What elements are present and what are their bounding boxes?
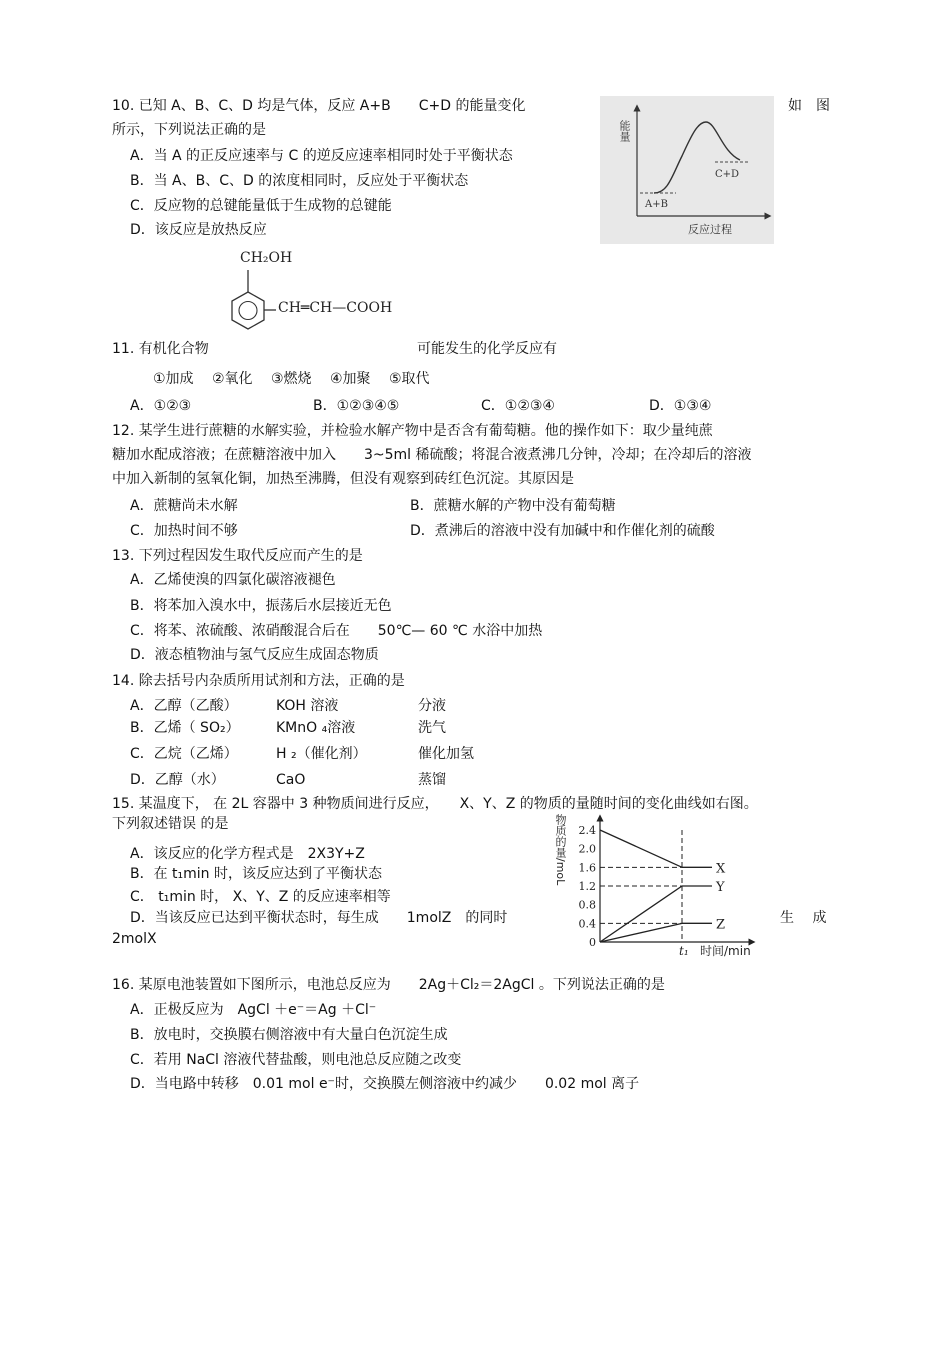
q15-option-a: A．该反应的化学方程式是 2X3Y+Z bbox=[130, 846, 365, 862]
q15-option-c: C． t₁min 时， X、Y、Z 的反应速率相等 bbox=[130, 889, 391, 905]
q13-option-c: C．将苯、浓硫酸、浓硝酸混合后在 50℃— 60 ℃ 水浴中加热 bbox=[130, 623, 543, 639]
q11-option-d: D．①③④ bbox=[649, 398, 712, 414]
chart-t1-label: t₁ bbox=[679, 944, 689, 958]
q11-stem-b: 可能发生的化学反应有 bbox=[417, 341, 557, 357]
chart-y-tick-label: 0.4 bbox=[578, 917, 596, 931]
q12-option-a: A．蔗糖尚未水解 bbox=[130, 498, 238, 514]
q15-option-b: B．在 t₁min 时，该反应达到了平衡状态 bbox=[130, 866, 383, 882]
q12-option-d: D．煮沸后的溶液中没有加碱中和作催化剂的硫酸 bbox=[410, 523, 715, 539]
chart-x-label: 时间/min bbox=[700, 944, 751, 958]
q10-stem-line1: 10. 已知 A、B、C、D 均是气体，反应 A+B C+D 的能量变化 bbox=[112, 98, 526, 114]
q15-stem-line1: 15. 某温度下， 在 2L 容器中 3 种物质间进行反应， X、Y、Z 的物质的量随时间的变化曲线如右图。 bbox=[112, 796, 758, 812]
q10-option-c: C．反应物的总键能量低于生成物的总键能 bbox=[130, 198, 392, 214]
q13-option-b: B．将苯加入溴水中，振荡后水层接近无色 bbox=[130, 598, 392, 614]
chart-y-tick-label: 2.0 bbox=[578, 842, 596, 856]
q16-option-d: D．当电路中转移 0.01 mol e⁻时，交换膜左侧溶液中约减少 0.02 mol 离子 bbox=[130, 1076, 640, 1092]
energy-y-label: 能量 bbox=[618, 120, 631, 142]
energy-diagram bbox=[600, 96, 774, 244]
q14-row-a-reagent: KOH 溶液 bbox=[276, 698, 339, 714]
q16-option-c: C．若用 NaCl 溶液代替盐酸，则电池总反应随之改变 bbox=[130, 1052, 462, 1068]
q11-option-b: B．①②③④⑤ bbox=[313, 398, 400, 414]
q10-stem-line2: 所示，下列说法正确的是 bbox=[112, 122, 266, 138]
structure-chain: CH═CH—COOH bbox=[278, 300, 393, 316]
energy-curve bbox=[654, 122, 740, 193]
q14-row-b-reagent: KMnO ₄溶液 bbox=[276, 720, 356, 736]
energy-x-label: 反应过程 bbox=[688, 223, 732, 236]
q12-line2: 糖加水配成溶液；在蔗糖溶液中加入 3~5ml 稀硫酸；将混合液煮沸几分钟，冷却；在冷却后的溶液 bbox=[112, 447, 752, 463]
q16-stem: 16. 某原电池装置如下图所示，电池总反应为 2Ag＋Cl₂＝2AgCl 。下列说法正确的是 bbox=[112, 977, 665, 993]
series-x-label: X bbox=[716, 861, 726, 877]
q14-row-c-label: C．乙烷（乙烯） bbox=[130, 746, 238, 762]
chart-y-tick-label: 2.4 bbox=[578, 824, 596, 837]
q15-option-d: D．当该反应已达到平衡状态时，每生成 1molZ 的同时 bbox=[130, 910, 508, 926]
q10-stem-right: 如 图 bbox=[788, 98, 830, 114]
series-x-line bbox=[600, 830, 682, 867]
q14-stem: 14. 除去括号内杂质所用试剂和方法，正确的是 bbox=[112, 673, 405, 689]
q11-option-c: C．①②③④ bbox=[481, 398, 555, 414]
q16-option-a: A．正极反应为 AgCl ＋e⁻＝Ag ＋Cl⁻ bbox=[130, 1002, 377, 1018]
q14-row-a-label: A．乙醇（乙酸） bbox=[130, 698, 238, 714]
q11-structure bbox=[220, 248, 420, 344]
series-z-line bbox=[600, 923, 682, 942]
chart-y-label: 物质的量/moL bbox=[554, 814, 567, 886]
q15-stem-line2: 下列叙述错误 的是 bbox=[112, 816, 229, 832]
q14-row-d-label: D．乙醇（水） bbox=[130, 772, 225, 788]
q14-row-d-method: 蒸馏 bbox=[418, 772, 446, 788]
chart-y-tick-label: 0 bbox=[589, 936, 596, 949]
q12-option-b: B．蔗糖水解的产物中没有葡萄糖 bbox=[410, 498, 616, 514]
q15-option-d-cont: 2molX bbox=[112, 931, 157, 947]
q12-line3: 中加入新制的氢氧化铜，加热至沸腾，但没有观察到砖红色沉淀。其原因是 bbox=[112, 471, 574, 487]
q14-row-c-reagent: H ₂（催化剂） bbox=[276, 746, 367, 762]
q14-row-b-label: B．乙烯（ SO₂） bbox=[130, 720, 240, 736]
q10-option-a: A．当 A 的正反应速率与 C 的逆反应速率相同时处于平衡状态 bbox=[130, 148, 513, 164]
chart-y-tick-label: 1.2 bbox=[578, 880, 596, 893]
q14-row-a-method: 分液 bbox=[418, 698, 446, 714]
q12-option-c: C．加热时间不够 bbox=[130, 523, 238, 539]
q10-option-d: D．该反应是放热反应 bbox=[130, 222, 267, 238]
q10-option-b: B．当 A、B、C、D 的浓度相同时，反应处于平衡状态 bbox=[130, 173, 469, 189]
series-y-line bbox=[600, 886, 682, 942]
energy-product-label: C+D bbox=[715, 169, 740, 180]
q13-option-d: D．液态植物油与氢气反应生成固态物质 bbox=[130, 647, 379, 663]
series-z-label: Z bbox=[716, 917, 726, 933]
q15-option-d-right: 生 成 bbox=[780, 910, 827, 926]
q13-option-a: A．乙烯使溴的四氯化碳溶液褪色 bbox=[130, 572, 336, 588]
amount-time-chart bbox=[552, 812, 782, 962]
q11-stem-a: 11. 有机化合物 bbox=[112, 341, 209, 357]
structure-ch2oh: CH₂OH bbox=[240, 250, 293, 266]
q14-row-b-method: 洗气 bbox=[418, 720, 446, 736]
q14-row-d-reagent: CaO bbox=[276, 772, 306, 788]
q12-line1: 12. 某学生进行蔗糖的水解实验，并检验水解产物中是否含有葡萄糖。他的操作如下：取少量纯蔗 bbox=[112, 423, 713, 439]
q11-reactions: ①加成 ②氧化 ③燃烧 ④加聚 ⑤取代 bbox=[153, 371, 430, 387]
energy-reactant-label: A+B bbox=[645, 199, 668, 210]
series-y-label: Y bbox=[716, 880, 725, 895]
chart-y-tick-label: 1.6 bbox=[578, 861, 596, 875]
q16-option-b: B．放电时，交换膜右侧溶液中有大量白色沉淀生成 bbox=[130, 1027, 448, 1043]
q11-option-a: A．①②③ bbox=[130, 398, 192, 414]
chart-y-tick-label: 0.8 bbox=[578, 898, 596, 912]
q14-row-c-method: 催化加氢 bbox=[418, 746, 474, 762]
q13-stem: 13. 下列过程因发生取代反应而产生的是 bbox=[112, 548, 363, 564]
